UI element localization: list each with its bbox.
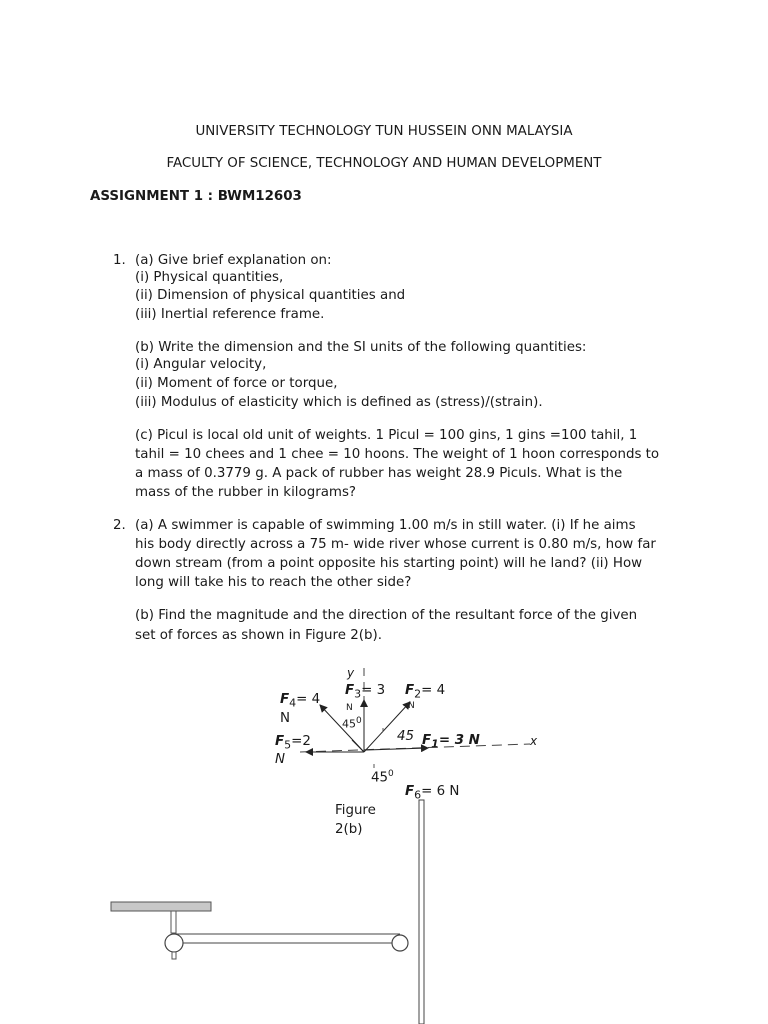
apparatus-pulley-right — [392, 935, 408, 951]
f3-symbol: F — [345, 683, 355, 698]
f3-subscript: 3 — [354, 687, 362, 701]
f2-arrow — [364, 702, 410, 752]
apparatus-post — [171, 911, 176, 933]
f1-value: = 3 N — [438, 733, 480, 748]
f6-angle-label — [371, 769, 394, 785]
question-1-number: 1. — [113, 253, 126, 268]
q2-b-line: set of forces as shown in Figure 2(b). — [135, 628, 382, 643]
q1-a-line: (iii) Inertial reference frame. — [135, 307, 325, 322]
f6-angle-value: 45 — [371, 770, 389, 786]
q1-c-line: tahil = 10 chees and 1 chee = 10 hoons. The weight of 1 hoon corresponds to — [135, 447, 660, 462]
f6-subscript: 6 — [414, 788, 422, 802]
q1-b-line: (ii) Moment of force or torque, — [135, 376, 338, 391]
f6-value: = 6 N — [421, 784, 460, 799]
f2-subscript: 2 — [414, 687, 422, 701]
f6-angle-degree: 0 — [388, 769, 394, 779]
y-axis-label: y — [347, 666, 355, 680]
f5-subscript: 5 — [284, 738, 292, 752]
apparatus-shelf — [111, 902, 211, 911]
q1-c-line: mass of the rubber in kilograms? — [135, 485, 357, 500]
assignment-title: ASSIGNMENT 1 : BWM12603 — [90, 189, 302, 204]
f3-unit: N — [346, 703, 353, 710]
f2-unit: N — [408, 701, 415, 711]
q1-b-line: (b) Write the dimension and the SI units of the following quantities: — [135, 340, 587, 355]
q2-b-line: (b) Find the magnitude and the direction of the resultant force of the given — [135, 608, 638, 623]
f4-symbol: F — [280, 692, 290, 707]
q1-b-line: (i) Angular velocity, — [135, 357, 267, 372]
figure-caption-line-2: 2(b) — [335, 822, 363, 837]
q2-a-line: his body directly across a 75 m- wide river whose current is 0.80 m/s, how far — [135, 537, 656, 552]
f2-symbol: F — [405, 683, 415, 698]
university-title: UNIVERSITY TECHNOLOGY TUN HUSSEIN ONN MALAYSIA — [195, 124, 573, 139]
f2-value: = 4 — [421, 683, 446, 698]
f4-value: = 4 — [296, 692, 321, 707]
f4-label — [280, 692, 320, 710]
x-axis-label: x — [530, 734, 538, 748]
f5-symbol: F — [275, 734, 285, 749]
f6-symbol: F — [405, 784, 415, 799]
f3-angle-degree: 0 — [356, 716, 362, 726]
f3-angle-label — [342, 716, 362, 731]
f4-subscript: 4 — [289, 696, 297, 710]
f4-unit: N — [280, 711, 291, 726]
f3-angle-value: 45 — [342, 717, 356, 731]
q1-a-line: (ii) Dimension of physical quantities and — [135, 288, 406, 303]
q1-a-line: (a) Give brief explanation on: — [135, 253, 332, 268]
f5-unit: N — [275, 752, 286, 767]
figure-caption-line-1: Figure — [335, 803, 376, 818]
f3-label — [345, 683, 385, 701]
q1-a-line: (i) Physical quantities, — [135, 270, 284, 285]
f1-label — [422, 733, 480, 751]
faculty-title: FACULTY OF SCIENCE, TECHNOLOGY AND HUMAN DEVELOPMENT — [166, 156, 602, 171]
f5-value: =2 — [291, 734, 311, 749]
f6-label — [405, 784, 459, 802]
f5-label — [275, 734, 311, 752]
q2-a-line: down stream (from a point opposite his starting point) will he land? (ii) How — [135, 556, 643, 571]
q1-b-line: (iii) Modulus of elasticity which is defined as (stress)/(strain). — [135, 395, 543, 410]
apparatus-pulley-stem — [172, 952, 176, 959]
q2-a-line: (a) A swimmer is capable of swimming 1.00 m/s in still water. (i) If he aims — [135, 518, 636, 533]
q1-c-line: a mass of 0.3779 g. A pack of rubber has weight 28.9 Piculs. What is the — [135, 466, 623, 481]
q2-a-line: long will take his to reach the other side? — [135, 575, 412, 590]
question-2-number: 2. — [113, 518, 126, 533]
f1-symbol: F — [422, 733, 432, 748]
f2-label — [405, 683, 445, 701]
apparatus-pulley-left — [165, 934, 183, 952]
f2-angle-label: 45 — [397, 729, 415, 744]
f1-subscript: 1 — [431, 737, 439, 751]
apparatus-vertical-rod — [419, 800, 424, 1024]
f3-value: = 3 — [361, 683, 386, 698]
q1-c-line: (c) Picul is local old unit of weights. 1 Picul = 100 gins, 1 gins =100 tahil, 1 — [135, 428, 638, 443]
